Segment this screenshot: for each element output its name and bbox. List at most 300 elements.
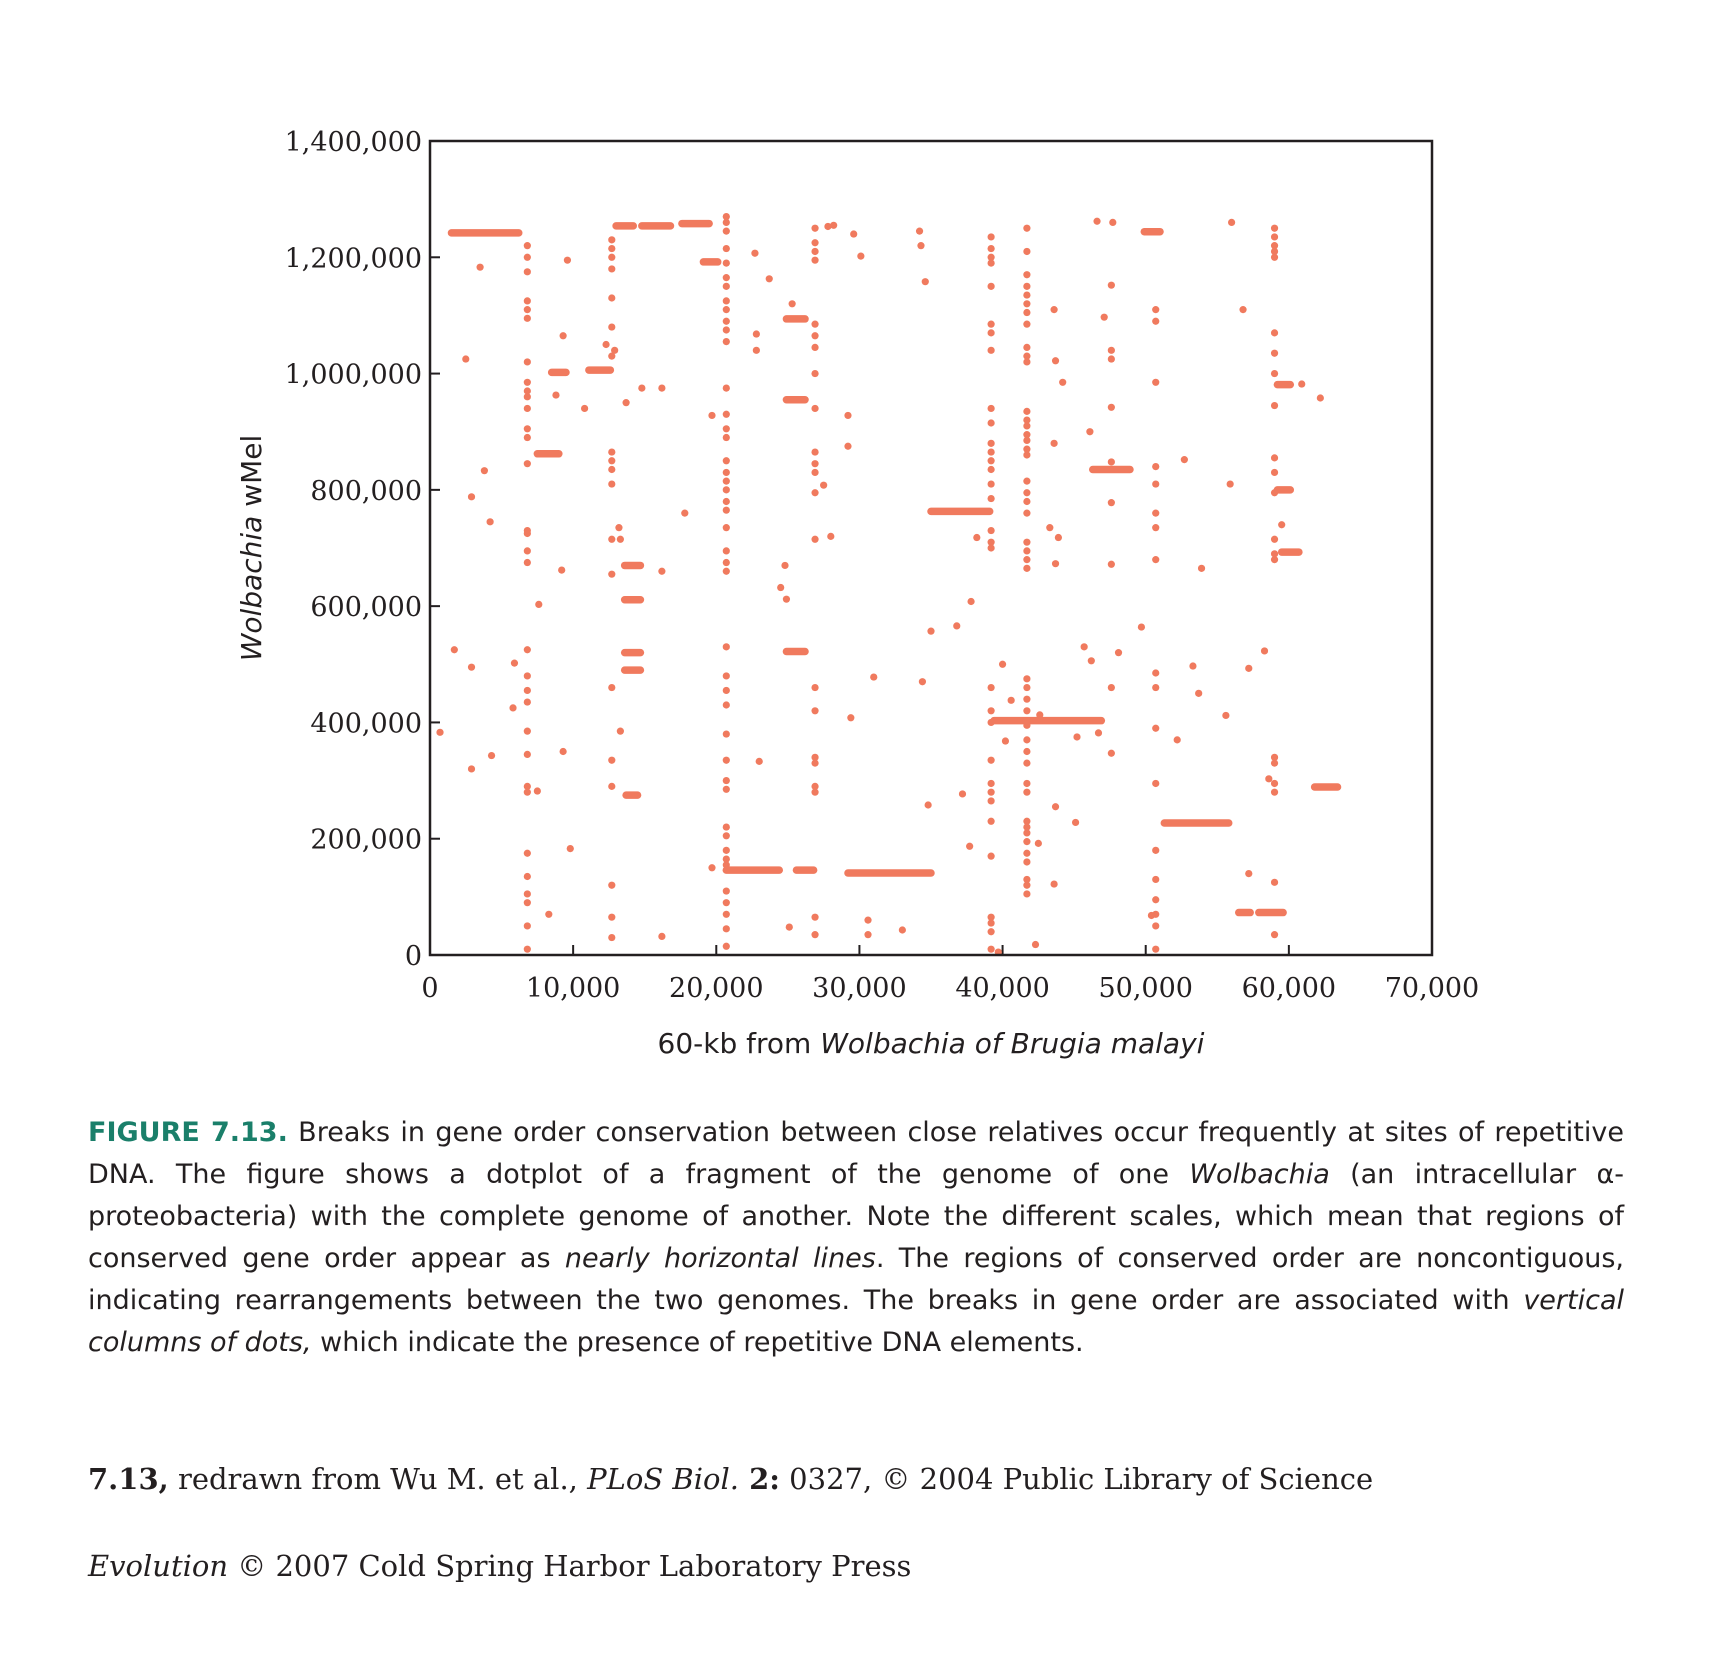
repeat-column-point <box>811 469 818 476</box>
data-point <box>1108 750 1115 757</box>
y-axis-title: Wolbachia wMel <box>235 434 268 662</box>
data-point <box>1032 941 1039 948</box>
repeat-column-point <box>1023 225 1030 232</box>
repeat-column-point <box>608 914 615 921</box>
repeat-column-point <box>1271 225 1278 232</box>
repeat-column-point <box>1271 931 1278 938</box>
repeat-column-point <box>1152 725 1159 732</box>
data-point <box>615 524 622 531</box>
repeat-column-point <box>723 643 730 650</box>
repeat-column-point <box>811 448 818 455</box>
repeat-column-point <box>524 306 531 313</box>
data-point <box>1198 565 1205 572</box>
repeat-column-point <box>988 245 995 252</box>
repeat-column-point <box>723 486 730 493</box>
repeat-column-point <box>1271 350 1278 357</box>
repeat-column-point <box>988 684 995 691</box>
data-point <box>766 275 773 282</box>
repeat-column-point <box>524 783 531 790</box>
repeat-column-point <box>723 701 730 708</box>
x-tick-label: 50,000 <box>1098 973 1193 1004</box>
figure-label: FIGURE 7.13. <box>88 1117 288 1148</box>
data-point <box>1052 560 1059 567</box>
repeat-column-point <box>988 440 995 447</box>
data-point <box>658 385 665 392</box>
data-point <box>708 412 715 419</box>
repeat-column-point <box>988 780 995 787</box>
data-point <box>899 926 906 933</box>
data-point <box>1055 534 1062 541</box>
repeat-column-point <box>988 457 995 464</box>
data-point <box>1108 458 1115 465</box>
data-point <box>560 748 567 755</box>
data-point <box>488 752 495 759</box>
repeat-column-point <box>608 757 615 764</box>
data-point <box>824 223 831 230</box>
y-tick-label: 400,000 <box>310 708 422 740</box>
repeat-column-point <box>1023 498 1030 505</box>
repeat-column-point <box>723 228 730 235</box>
data-point <box>967 598 974 605</box>
repeat-column-point <box>723 547 730 554</box>
repeat-column-point <box>811 536 818 543</box>
repeat-column-point <box>1023 760 1030 767</box>
repeat-column-point <box>723 469 730 476</box>
repeat-column-point <box>723 385 730 392</box>
data-point <box>545 911 552 918</box>
data-point <box>1072 819 1079 826</box>
repeat-column-point <box>1023 309 1030 316</box>
data-point <box>1222 712 1229 719</box>
repeat-column-point <box>608 448 615 455</box>
repeat-column-point <box>524 254 531 261</box>
repeat-column-point <box>723 274 730 281</box>
data-point <box>1138 623 1145 630</box>
data-point <box>1109 219 1116 226</box>
data-point <box>477 264 484 271</box>
x-axis-title: 60-kb from Wolbachia of Brugia malayi <box>657 1027 1205 1060</box>
data-point <box>708 864 715 871</box>
repeat-column-point <box>723 338 730 345</box>
repeat-column-point <box>1023 271 1030 278</box>
data-point <box>857 253 864 260</box>
data-point <box>953 622 960 629</box>
data-point <box>1008 697 1015 704</box>
data-point <box>468 493 475 500</box>
repeat-column-point <box>811 684 818 691</box>
repeat-column-point <box>988 789 995 796</box>
repeat-column-point <box>1271 489 1278 496</box>
repeat-column-point <box>723 411 730 418</box>
data-point <box>1108 347 1115 354</box>
repeat-column-point <box>1023 539 1030 546</box>
data-point <box>1108 499 1115 506</box>
repeat-column-point <box>608 480 615 487</box>
repeat-column-point <box>608 571 615 578</box>
repeat-column-point <box>524 297 531 304</box>
data-point <box>535 601 542 608</box>
repeat-column-point <box>723 524 730 531</box>
data-point <box>1108 282 1115 289</box>
repeat-column-point <box>524 873 531 880</box>
data-point <box>917 242 924 249</box>
repeat-column-point <box>1023 431 1030 438</box>
data-point <box>844 412 851 419</box>
repeat-column-point <box>608 254 615 261</box>
data-point <box>1052 357 1059 364</box>
repeat-column-point <box>524 547 531 554</box>
data-point <box>611 347 618 354</box>
repeat-column-point <box>1271 536 1278 543</box>
repeat-column-point <box>1023 707 1030 714</box>
repeat-column-point <box>811 370 818 377</box>
repeat-column-point <box>811 405 818 412</box>
data-point <box>919 678 926 685</box>
repeat-column-point <box>723 847 730 854</box>
repeat-column-point <box>988 818 995 825</box>
data-point <box>1095 729 1102 736</box>
x-tick-label: 30,000 <box>812 973 907 1004</box>
repeat-column-point <box>1023 408 1030 415</box>
repeat-column-point <box>608 882 615 889</box>
y-tick-label: 200,000 <box>310 824 422 856</box>
repeat-column-point <box>1023 736 1030 743</box>
repeat-column-point <box>524 672 531 679</box>
data-point <box>1108 404 1115 411</box>
data-point <box>617 728 624 735</box>
repeat-column-point <box>1023 510 1030 517</box>
repeat-column-point <box>988 233 995 240</box>
repeat-column-point <box>1023 748 1030 755</box>
repeat-column-point <box>1023 291 1030 298</box>
data-point <box>509 704 516 711</box>
repeat-column-point <box>988 928 995 935</box>
data-point <box>922 278 929 285</box>
repeat-column-point <box>524 922 531 929</box>
repeat-column-point <box>524 268 531 275</box>
repeat-column-point <box>1152 524 1159 531</box>
data-point <box>870 673 877 680</box>
data-point <box>1051 880 1058 887</box>
repeat-column-point <box>1023 344 1030 351</box>
data-point <box>1298 380 1305 387</box>
repeat-column-point <box>811 332 818 339</box>
y-tick-label: 1,000,000 <box>284 359 422 391</box>
repeat-column-point <box>1271 780 1278 787</box>
repeat-column-point <box>988 707 995 714</box>
repeat-column-point <box>1023 416 1030 423</box>
copyright-line: Evolution © 2007 Cold Spring Harbor Laboratory Press <box>88 1549 912 1583</box>
repeat-column-point <box>988 527 995 534</box>
repeat-column-point <box>723 260 730 267</box>
data-point <box>789 300 796 307</box>
repeat-column-point <box>1271 879 1278 886</box>
repeat-column-point <box>1152 306 1159 313</box>
data-point <box>1036 711 1043 718</box>
repeat-column-point <box>524 946 531 953</box>
repeat-column-point <box>988 321 995 328</box>
data-point <box>534 787 541 794</box>
repeat-column-point <box>723 786 730 793</box>
repeat-column-point <box>723 911 730 918</box>
data-point <box>1181 456 1188 463</box>
repeat-column-point <box>524 728 531 735</box>
data-point <box>1052 803 1059 810</box>
repeat-column-point <box>723 777 730 784</box>
repeat-column-point <box>1271 370 1278 377</box>
repeat-column-point <box>1023 489 1030 496</box>
repeat-column-point <box>524 460 531 467</box>
repeat-column-point <box>1023 780 1030 787</box>
repeat-column-point <box>1152 847 1159 854</box>
repeat-column-point <box>1152 556 1159 563</box>
repeat-column-point <box>723 559 730 566</box>
repeat-column-point <box>1023 556 1030 563</box>
data-point <box>681 510 688 517</box>
plot-frame <box>430 141 1432 955</box>
data-point <box>564 257 571 264</box>
data-point <box>1228 219 1235 226</box>
repeat-column-point <box>988 539 995 546</box>
repeat-column-point <box>811 460 818 467</box>
figure-caption: FIGURE 7.13. Breaks in gene order conservation between close relatives occur frequently at sites of repetitive DNA. The figure shows a dotplot of a fragment of the genome of one Wolbachia (an intracellular α-proteobacteria) with the complete genome of another. Note the different scales, which mean that regions of conserved gene order appear as nearly horizontal lines. The regions of conserved order are noncontiguous, indicating rearrangements between the two genomes. The breaks in gene order are associated with vertical columns of dots, which indicate the presence of repetitive DNA elements. <box>88 1117 1625 1358</box>
repeat-column-point <box>811 239 818 246</box>
repeat-column-point <box>1023 478 1030 485</box>
repeat-column-point <box>723 297 730 304</box>
data-point <box>658 933 665 940</box>
repeat-column-point <box>1023 876 1030 883</box>
data-point <box>864 931 871 938</box>
repeat-column-point <box>608 466 615 473</box>
data-point <box>756 758 763 765</box>
repeat-column-point <box>524 434 531 441</box>
data-point <box>847 714 854 721</box>
repeat-column-point <box>811 707 818 714</box>
repeat-column-point <box>1271 469 1278 476</box>
data-point <box>658 568 665 575</box>
data-point <box>1189 662 1196 669</box>
data-point <box>1108 684 1115 691</box>
repeat-column-point <box>1152 922 1159 929</box>
repeat-column-point <box>723 478 730 485</box>
repeat-column-point <box>524 425 531 432</box>
repeat-column-point <box>723 245 730 252</box>
data-point <box>1086 428 1093 435</box>
repeat-column-point <box>723 757 730 764</box>
repeat-column-point <box>988 448 995 455</box>
repeat-column-point <box>524 698 531 705</box>
data-point <box>1174 736 1181 743</box>
data-point <box>786 923 793 930</box>
data-point <box>617 536 624 543</box>
data-point <box>1101 314 1108 321</box>
repeat-column-point <box>524 405 531 412</box>
data-point <box>560 332 567 339</box>
x-tick-label: 60,000 <box>1241 973 1337 1004</box>
repeat-column-point <box>1152 876 1159 883</box>
repeat-column-point <box>1152 318 1159 325</box>
repeat-column-point <box>1023 818 1030 825</box>
data-point <box>777 584 784 591</box>
repeat-column-point <box>1271 242 1278 249</box>
repeat-column-point <box>1023 850 1030 857</box>
repeat-column-point <box>1152 510 1159 517</box>
data-point <box>820 482 827 489</box>
repeat-column-point <box>811 257 818 264</box>
repeat-column-point <box>988 283 995 290</box>
repeat-column-point <box>1271 233 1278 240</box>
figure-credit: 7.13, redrawn from Wu M. et al., PLoS Biol. 2: 0327, © 2004 Public Library of Science <box>88 1462 1374 1496</box>
repeat-column-point <box>1152 379 1159 386</box>
repeat-column-point <box>1271 454 1278 461</box>
repeat-column-point <box>811 489 818 496</box>
y-tick-label: 800,000 <box>310 475 422 507</box>
repeat-column-point <box>608 265 615 272</box>
repeat-column-point <box>524 379 531 386</box>
repeat-column-point <box>1023 565 1030 572</box>
repeat-column-point <box>1023 722 1030 729</box>
repeat-column-point <box>723 568 730 575</box>
y-tick-label: 0 <box>404 941 422 972</box>
data-point <box>751 250 758 257</box>
x-tick-label: 20,000 <box>669 973 764 1004</box>
repeat-column-point <box>524 687 531 694</box>
y-tick-label: 600,000 <box>310 592 422 624</box>
repeat-column-point <box>524 315 531 322</box>
repeat-column-point <box>1023 446 1030 453</box>
repeat-column-point <box>1271 789 1278 796</box>
data-point <box>462 355 469 362</box>
repeat-column-point <box>811 344 818 351</box>
x-tick-label: 10,000 <box>525 973 621 1004</box>
repeat-column-point <box>1023 675 1030 682</box>
repeat-column-point <box>608 236 615 243</box>
data-point <box>999 661 1006 668</box>
repeat-column-point <box>723 823 730 830</box>
repeat-column-point <box>524 387 531 394</box>
data-point <box>468 664 475 671</box>
data-point <box>783 596 790 603</box>
data-point <box>1088 657 1095 664</box>
repeat-column-point <box>723 326 730 333</box>
repeat-column-point <box>1023 321 1030 328</box>
repeat-column-point <box>723 507 730 514</box>
repeat-column-point <box>608 536 615 543</box>
data-point <box>1002 737 1009 744</box>
repeat-column-point <box>988 329 995 336</box>
repeat-column-point <box>988 853 995 860</box>
data-point <box>927 628 934 635</box>
repeat-column-point <box>723 687 730 694</box>
repeat-column-point <box>1271 402 1278 409</box>
data-point <box>1093 218 1100 225</box>
data-marks <box>436 213 1337 956</box>
data-point <box>552 391 559 398</box>
repeat-column-point <box>988 347 995 354</box>
repeat-column-point <box>811 321 818 328</box>
repeat-column-point <box>723 832 730 839</box>
repeat-column-point <box>524 646 531 653</box>
repeat-column-point <box>524 899 531 906</box>
repeat-column-point <box>1271 754 1278 761</box>
repeat-column-point <box>608 934 615 941</box>
data-point <box>487 518 494 525</box>
repeat-column-point <box>1023 547 1030 554</box>
repeat-column-point <box>608 294 615 301</box>
data-point <box>436 729 443 736</box>
repeat-column-point <box>1023 300 1030 307</box>
data-point <box>1073 733 1080 740</box>
data-point <box>1035 840 1042 847</box>
repeat-column-point <box>988 719 995 726</box>
data-point <box>1278 521 1285 528</box>
repeat-column-point <box>723 672 730 679</box>
data-point <box>1261 647 1268 654</box>
repeat-column-point <box>723 434 730 441</box>
data-point <box>753 330 760 337</box>
repeat-column-point <box>608 457 615 464</box>
axis-ticks <box>430 141 1432 955</box>
repeat-column-point <box>524 559 531 566</box>
x-tick-label: 0 <box>421 973 439 1004</box>
repeat-column-point <box>1152 480 1159 487</box>
data-point <box>581 405 588 412</box>
repeat-column-point <box>723 943 730 950</box>
repeat-column-point <box>608 783 615 790</box>
repeat-column-point <box>1023 838 1030 845</box>
data-point <box>1115 649 1122 656</box>
data-point <box>638 385 645 392</box>
repeat-column-point <box>811 754 818 761</box>
data-point <box>925 801 932 808</box>
repeat-column-point <box>1152 669 1159 676</box>
data-point <box>602 341 609 348</box>
data-point <box>1317 394 1324 401</box>
data-point <box>781 562 788 569</box>
repeat-column-point <box>723 318 730 325</box>
repeat-column-point <box>608 323 615 330</box>
data-point <box>1108 561 1115 568</box>
repeat-column-point <box>988 495 995 502</box>
repeat-column-point <box>723 887 730 894</box>
repeat-column-point <box>524 890 531 897</box>
data-point <box>1108 355 1115 362</box>
repeat-column-point <box>811 914 818 921</box>
data-point <box>1195 690 1202 697</box>
data-point <box>1245 870 1252 877</box>
repeat-column-point <box>723 306 730 313</box>
repeat-column-point <box>608 684 615 691</box>
data-point <box>481 467 488 474</box>
repeat-column-point <box>1271 329 1278 336</box>
repeat-column-point <box>988 466 995 473</box>
repeat-column-point <box>608 245 615 252</box>
repeat-column-point <box>988 254 995 261</box>
data-point <box>966 843 973 850</box>
repeat-column-point <box>1023 684 1030 691</box>
repeat-column-point <box>1271 550 1278 557</box>
repeat-column-point <box>723 730 730 737</box>
data-point <box>753 347 760 354</box>
data-point <box>1051 440 1058 447</box>
data-point <box>567 845 574 852</box>
data-point <box>1265 775 1272 782</box>
repeat-column-point <box>1023 890 1030 897</box>
repeat-column-point <box>988 757 995 764</box>
repeat-column-point <box>723 213 730 220</box>
repeat-column-point <box>811 783 818 790</box>
data-point <box>1081 643 1088 650</box>
